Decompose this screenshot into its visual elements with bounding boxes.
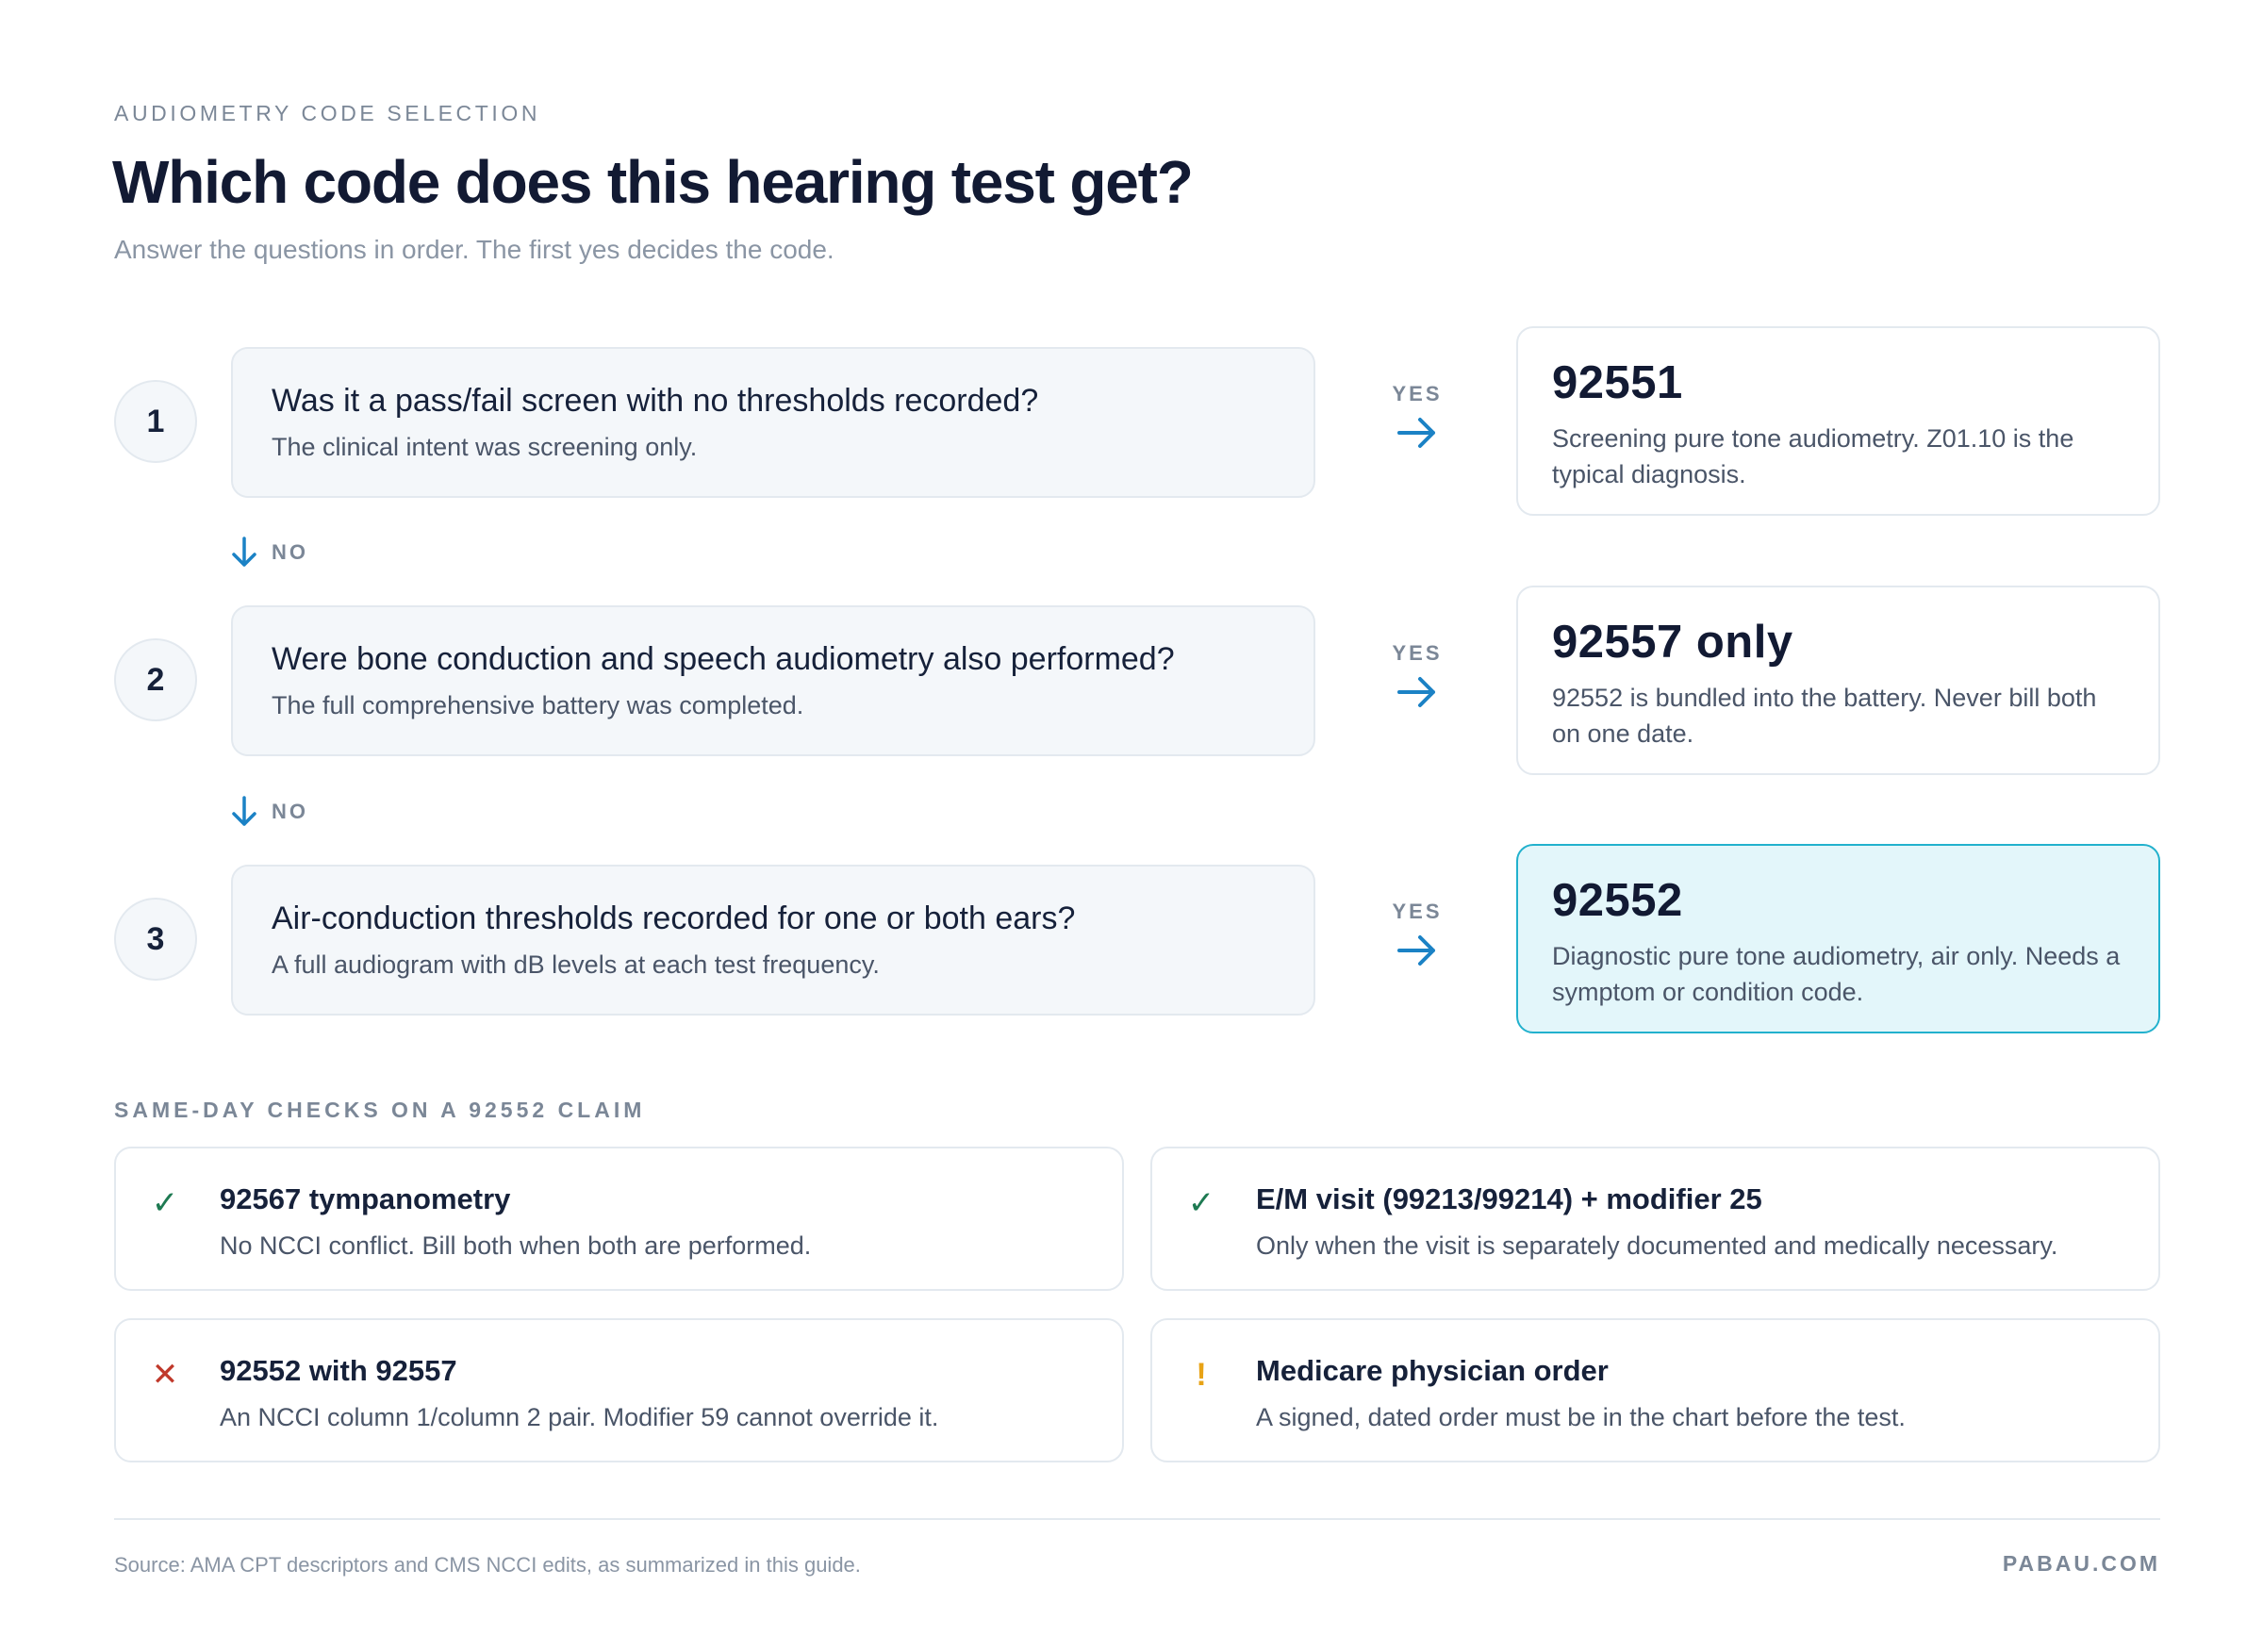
question-detail: The clinical intent was screening only. bbox=[272, 433, 698, 461]
yes-connector-3 bbox=[1391, 900, 1444, 967]
step-number-2: 2 bbox=[114, 638, 197, 721]
no-connector-1 bbox=[230, 536, 308, 570]
result-description: Screening pure tone audiometry. Z01.10 is the typical diagnosis. bbox=[1552, 424, 2074, 488]
yes-connector-1 bbox=[1391, 382, 1444, 450]
question-card-3 bbox=[231, 865, 1315, 1016]
eyebrow-label: AUDIOMETRY CODE SELECTION bbox=[114, 101, 541, 125]
result-card-2 bbox=[1516, 586, 2160, 775]
check-title: E/M visit (99213/99214) + modifier 25 bbox=[1256, 1182, 1762, 1215]
question-card-2 bbox=[231, 605, 1315, 756]
question-title: Were bone conduction and speech audiometry also performed? bbox=[272, 641, 1175, 677]
yes-label: YES bbox=[1392, 382, 1443, 405]
brand-link[interactable]: PABAU.COM bbox=[2002, 1551, 2160, 1576]
arrow-right-icon bbox=[1396, 933, 1438, 967]
step-number-1: 1 bbox=[114, 380, 197, 463]
question-title: Was it a pass/fail screen with no thresholds recorded? bbox=[272, 383, 1039, 419]
check-title: 92552 with 92557 bbox=[220, 1354, 457, 1387]
result-description: Diagnostic pure tone audiometry, air only. Needs a symptom or condition code. bbox=[1552, 942, 2121, 1006]
check-description: An NCCI column 1/column 2 pair. Modifier 59 cannot override it. bbox=[220, 1403, 939, 1431]
result-code: 92551 bbox=[1552, 357, 1683, 408]
question-title: Air-conduction thresholds recorded for one or both ears? bbox=[272, 900, 1076, 936]
check-title: Medicare physician order bbox=[1256, 1354, 1609, 1387]
step-number-3: 3 bbox=[114, 898, 197, 981]
section-label: SAME-DAY CHECKS ON A 92552 CLAIM bbox=[114, 1098, 646, 1122]
result-card-3-highlighted bbox=[1516, 844, 2160, 1033]
check-icon: ✓ bbox=[151, 1185, 179, 1221]
check-card-92552-with-92557 bbox=[114, 1318, 1124, 1462]
check-card-tympanometry bbox=[114, 1147, 1124, 1291]
result-description: 92552 is bundled into the battery. Never bill both on one date. bbox=[1552, 684, 2097, 748]
arrow-down-icon bbox=[230, 795, 258, 829]
check-icon: ✓ bbox=[1187, 1185, 1215, 1221]
arrow-right-icon bbox=[1396, 675, 1438, 709]
yes-label: YES bbox=[1392, 900, 1443, 923]
question-detail: The full comprehensive battery was completed. bbox=[272, 691, 804, 719]
result-code: 92557 only bbox=[1552, 617, 1793, 668]
check-description: A signed, dated order must be in the chart before the test. bbox=[1256, 1403, 1906, 1431]
question-card-1 bbox=[231, 347, 1315, 498]
check-description: Only when the visit is separately documented and medically necessary. bbox=[1256, 1231, 2058, 1260]
question-detail: A full audiogram with dB levels at each test frequency. bbox=[272, 950, 880, 979]
check-description: No NCCI conflict. Bill both when both are performed. bbox=[220, 1231, 812, 1260]
arrow-right-icon bbox=[1396, 416, 1438, 450]
result-code: 92552 bbox=[1552, 875, 1683, 926]
footer-divider bbox=[114, 1518, 2160, 1520]
page-subtitle: Answer the questions in order. The first yes decides the code. bbox=[114, 235, 834, 264]
yes-connector-2 bbox=[1391, 641, 1444, 709]
page-title: Which code does this hearing test get? bbox=[112, 148, 1193, 216]
result-card-1 bbox=[1516, 326, 2160, 516]
source-note: Source: AMA CPT descriptors and CMS NCCI edits, as summarized in this guide. bbox=[114, 1553, 861, 1577]
yes-label: YES bbox=[1392, 641, 1443, 665]
no-connector-2 bbox=[230, 795, 308, 829]
warning-icon: ! bbox=[1196, 1356, 1207, 1393]
check-title: 92567 tympanometry bbox=[220, 1182, 511, 1215]
no-label: NO bbox=[272, 540, 308, 564]
cross-icon: ✕ bbox=[151, 1357, 179, 1393]
check-card-medicare-order bbox=[1150, 1318, 2160, 1462]
arrow-down-icon bbox=[230, 536, 258, 570]
check-card-em-visit bbox=[1150, 1147, 2160, 1291]
no-label: NO bbox=[272, 800, 308, 823]
